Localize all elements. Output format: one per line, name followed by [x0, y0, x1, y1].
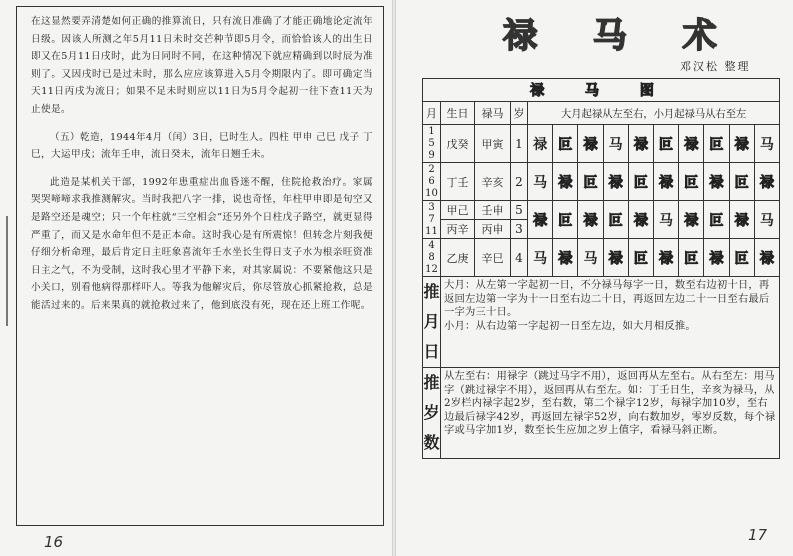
age-section-text: 从左至右：用禄字（跳过马字不用），返回再从左至右。从右至左：用马字（跳过禄字不用），返回再从右至左。如：丁壬日生，辛亥为禄马，从2岁栏内禄字起2岁，至右数，第二个禄字12岁，每禄字加10岁，至右边最后禄字42岁，再返回左禄字52岁，向右数加岁，零岁反数，每个禄字或马字加1岁，数至长生应加之岁上值字，看禄马斜正断。	[441, 368, 780, 459]
day-section-label: 推月日	[423, 277, 441, 368]
row3-lu-ma-b: 丙申	[475, 220, 511, 239]
row3-cell: 禄	[578, 201, 603, 239]
row1-stem: 戊癸	[441, 125, 475, 163]
row4-cell: 禄	[754, 239, 779, 277]
row3-cell: 禄	[679, 201, 704, 239]
row1-cell: 叵	[704, 125, 729, 163]
row3-cell: 禄	[628, 201, 653, 239]
right-page-number: 17	[748, 526, 768, 544]
row4-cell: 禄	[653, 239, 678, 277]
row2-age: 2	[511, 163, 528, 201]
row4-cell: 叵	[729, 239, 754, 277]
row3-cell: 叵	[603, 201, 628, 239]
row2-months: 2 6 10	[423, 163, 441, 201]
row1-cell: 禄	[679, 125, 704, 163]
left-page-number: 16	[44, 533, 64, 551]
row1-cell: 叵	[553, 125, 578, 163]
row3-stem-a: 甲己	[441, 201, 475, 220]
row3-cell: 叵	[553, 201, 578, 239]
editor-credit: 邓汉松 整理	[680, 60, 751, 73]
lu-ma-table	[422, 78, 780, 459]
row4-cell: 禄	[603, 239, 628, 277]
header-month: 月	[423, 102, 441, 125]
row1-cell: 禄	[528, 125, 553, 163]
row2-cell: 叵	[628, 163, 653, 201]
row2-cell: 禄	[754, 163, 779, 201]
row3-stem-b: 丙辛	[441, 220, 475, 239]
row4-cell: 马	[528, 239, 553, 277]
header-stem: 生日	[441, 102, 475, 125]
small-month-rule: 小月：从右边第一字起初一日至左边，如大月相反推。	[444, 319, 696, 332]
row3-cell: 禄	[528, 201, 553, 239]
row4-age: 4	[511, 239, 528, 277]
header-lu-ma: 禄马	[475, 102, 511, 125]
row2-cell: 马	[528, 163, 553, 201]
row1-lu-ma: 甲寅	[475, 125, 511, 163]
row2-cell: 叵	[578, 163, 603, 201]
row3-cell: 禄	[729, 201, 754, 239]
header-direction: 大月起禄从左至右，小月起禄马从右至左	[528, 102, 780, 125]
left-text-frame	[16, 6, 384, 526]
row3-cell: 马	[754, 201, 779, 239]
row1-cell: 禄	[628, 125, 653, 163]
row2-stem: 丁壬	[441, 163, 475, 201]
row4-cell: 叵	[628, 239, 653, 277]
row4-cell: 禄	[553, 239, 578, 277]
row1-cell: 叵	[653, 125, 678, 163]
page-title: 禄 马 术	[503, 16, 739, 56]
binding-line	[6, 216, 8, 326]
table-title: 禄 马 图	[423, 79, 780, 102]
row3-cell: 叵	[704, 201, 729, 239]
row3-cell: 马	[653, 201, 678, 239]
row1-months: 1 5 9	[423, 125, 441, 163]
book-gutter	[392, 0, 396, 556]
row4-stem: 乙庚	[441, 239, 475, 277]
row4-lu-ma: 辛巳	[475, 239, 511, 277]
row3-age-a: 5	[511, 201, 528, 220]
row4-cell: 禄	[704, 239, 729, 277]
paragraph-3: 此造是某机关干部，1992年患重症出血昏迷不醒，住院抢救治疗。家属哭哭啼啼求我推测解灾。当时我把八字一排，说也奇怪，年柱甲申即是旬空又是路空还是魂空；只一个年柱就“三空相会”还另外个日柱戊子路空，就更显得严重了，而又是水命年但不是正本命。这时我心是有所震惊！但转念片刻我便仔细分析命理，最后肯定日主旺象喜流年壬水坐长生得日支子水为根亲旺资准日主之气，不为受制，这时我心里才平静下来，对其家属说：不要紧他这只是小关口，别看他病得那样吓人。等我为他解灾后，你尽管放心抓紧抢救，总是能活过来的。后来果真的就抢救过来了，他到底没有死，现在还上班工作呢。	[31, 176, 373, 311]
row3-months: 3 7 11	[423, 201, 441, 239]
age-section-label: 推岁数	[423, 368, 441, 459]
day-section-text	[441, 277, 780, 368]
left-page	[6, 6, 389, 551]
row2-cell: 禄	[603, 163, 628, 201]
right-page	[398, 0, 793, 556]
paragraph-1: 在这显然要弄清楚如何正确的推算流日，只有流日准确了才能正确地论定流年日级。因该人所测之年5月11日未时交芒种节即5月令，而恰恰该人的出生日即又在5月11日戌时，此为日同时不同，在这种情况下就应精确到以时辰为准则了。又因戌时已是过未时，那么应应该算进入5月令期限内了。即可确定当天11日丙戌为流日；如果不足未时则应以11日为5月令起初一往下查11天为止使是。	[31, 16, 373, 115]
row4-cell: 马	[578, 239, 603, 277]
row2-cell: 叵	[729, 163, 754, 201]
row4-months: 4 8 12	[423, 239, 441, 277]
row2-cell: 禄	[553, 163, 578, 201]
paragraph-2: （五）乾造，1944年4月（闰）3日，巳时生人。四柱 甲申 己巳 戊子 丁巳，大运甲戌；流年壬申，流日癸未，流年日翘壬未。	[31, 131, 373, 161]
lu-ma-table-wrap	[422, 78, 779, 459]
row2-cell: 叵	[679, 163, 704, 201]
row2-lu-ma: 辛亥	[475, 163, 511, 201]
big-month-rule: 大月：从左第一字起初一日，不分禄马每字一日，数至右边初十日，再返回左边第一字为十一日至右边二十日，再返回左边二十一日至右最后一字为三十日。	[444, 279, 770, 319]
row1-cell: 马	[754, 125, 779, 163]
row1-cell: 禄	[578, 125, 603, 163]
row1-cell: 禄	[729, 125, 754, 163]
header-age: 岁	[511, 102, 528, 125]
row1-cell: 马	[603, 125, 628, 163]
row4-cell: 叵	[679, 239, 704, 277]
row2-cell: 禄	[704, 163, 729, 201]
row3-lu-ma-a: 壬申	[475, 201, 511, 220]
row3-age-b: 3	[511, 220, 528, 239]
row2-cell: 禄	[653, 163, 678, 201]
row1-age: 1	[511, 125, 528, 163]
